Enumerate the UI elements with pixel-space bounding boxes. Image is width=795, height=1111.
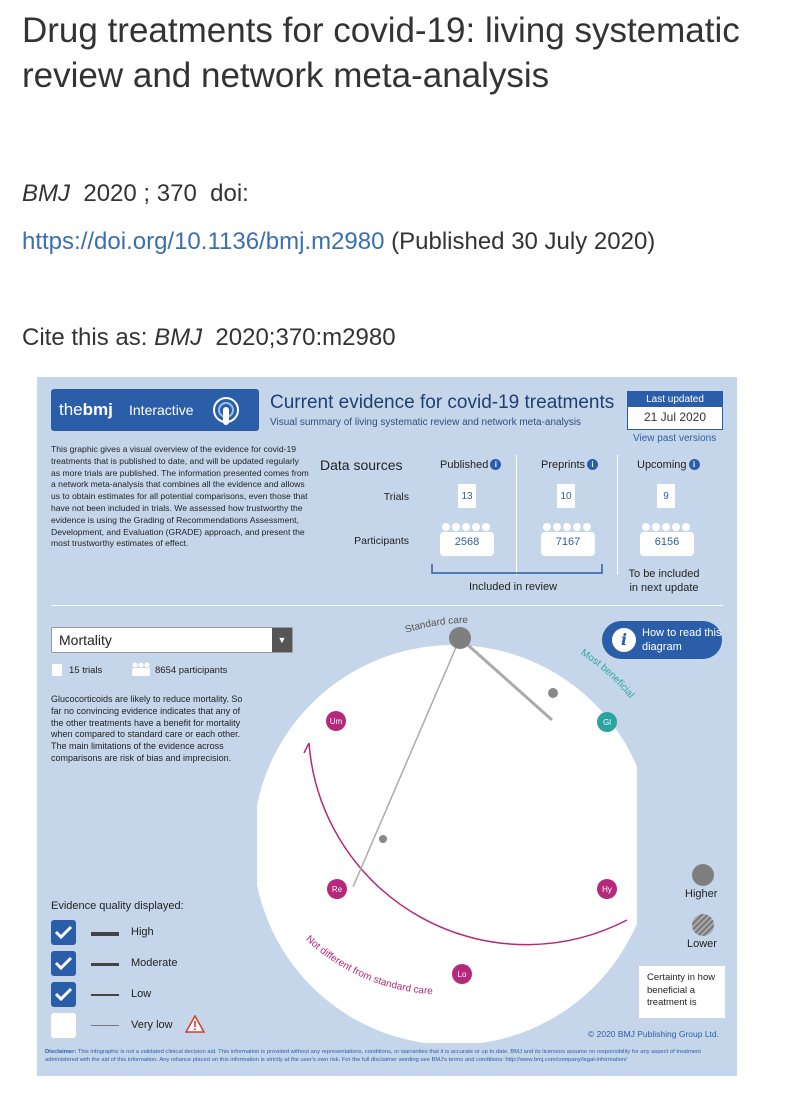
doi-label: doi:: [210, 180, 249, 207]
outcome-summary: Glucocorticoids are likely to reduce mortality. So far no convincing evidence indicates that any of the other treatments have a benefit for mortality when compared to standard care or each other. The main limitations of the evidence across comparisons are risk of bias and imprecision.: [51, 694, 243, 763]
column-divider: [516, 455, 517, 575]
certainty-legend-box: Certainty in how beneficial a treatment is: [639, 966, 725, 1018]
participants-stat: 8654 participants: [155, 665, 228, 676]
logo-interactive-text: Interactive: [129, 402, 194, 418]
cite-journal: BMJ: [154, 324, 203, 351]
chevron-down-icon[interactable]: ▼: [272, 628, 292, 652]
infographic-subtitle: Visual summary of living systematic review and network meta-analysis: [270, 417, 582, 428]
participants-icon: [131, 662, 151, 677]
line-style-moderate: [91, 963, 119, 966]
how-to-read-label: How to read this diagram: [642, 627, 722, 653]
logo-text: thebmj: [59, 400, 113, 419]
most-beneficial-label: Most beneficial: [578, 647, 637, 701]
node-label: Gl: [603, 718, 611, 727]
preprints-column-head: Preprints i: [541, 459, 598, 471]
last-updated-box: [627, 391, 723, 430]
cite-prefix: Cite this as:: [22, 324, 148, 351]
edge-midpoint: [548, 688, 558, 698]
higher-certainty-dot: [691, 863, 715, 887]
evidence-row-very-low[interactable]: [51, 1013, 251, 1039]
participants-row-label: Participants: [354, 535, 409, 547]
journal-name: BMJ: [22, 180, 70, 207]
line-style-low: [91, 994, 119, 996]
lower-certainty-dot: [691, 913, 715, 937]
included-bracket: [431, 563, 603, 577]
document-icon: [51, 663, 63, 677]
data-sources-label: Data sources: [320, 457, 403, 473]
node-label: Hy: [602, 885, 612, 894]
diagram-circle: [257, 645, 637, 1043]
how-to-read-button[interactable]: [602, 621, 722, 659]
node-label: Re: [331, 885, 343, 894]
intro-text: This graphic gives a visual overview of the evidence for covid-19 treatments that is published to date, and will be updated regularly as more trials are published. The information presented comes from a network meta-analysis that combines all the evidence and allows us to obtain estimates for all potential comparisons, even those that have not been included in trials. We assessed how trustworthy the evidence is using the Grading of Recommendations Assessment, Development, and Evaluation (GRADE) approach, and present the most trustworthy estimates of effect.: [51, 444, 309, 549]
infographic-title: Current evidence for covid-19 treatments: [270, 392, 615, 413]
higher-label: Higher: [685, 888, 718, 900]
moderate-checkbox[interactable]: [51, 951, 76, 976]
citation-line: [22, 178, 249, 210]
included-in-review-label: Included in review: [469, 581, 558, 593]
evidence-row-moderate[interactable]: [51, 951, 251, 977]
warning-icon: [185, 1015, 205, 1033]
upcoming-participants-count: 6156: [654, 536, 680, 548]
not-different-label: Not different from standard care: [303, 933, 434, 998]
touch-icon: [209, 395, 243, 427]
evidence-quality-title: Evidence quality displayed:: [51, 900, 184, 912]
doi-link[interactable]: https://doi.org/10.1136/bmj.m2980: [22, 228, 385, 255]
upcoming-trials-count: 9: [657, 484, 675, 508]
published-trials-count: 13: [458, 484, 476, 508]
node-label: Lo: [457, 970, 467, 979]
trials-row-label: Trials: [383, 491, 409, 503]
past-versions-link[interactable]: View past versions: [633, 433, 717, 444]
evidence-row-low[interactable]: [51, 982, 251, 1008]
outcome-select-value: Mortality: [59, 632, 112, 648]
check-icon: [54, 986, 73, 1003]
section-divider: [51, 605, 723, 606]
next-update-label: To be included in next update: [628, 568, 700, 594]
evidence-row-high[interactable]: [51, 920, 251, 946]
infographic-panel: [37, 377, 737, 1076]
bmj-interactive-logo[interactable]: [51, 389, 259, 431]
very-low-label: Very low: [131, 1019, 173, 1031]
low-label: Low: [131, 988, 152, 1000]
info-icon[interactable]: i: [587, 459, 598, 470]
copyright: © 2020 BMJ Publishing Group Ltd.: [588, 1029, 720, 1039]
node-label: Um: [329, 717, 343, 726]
doi-line: [22, 226, 782, 258]
citation-year: 2020: [83, 180, 137, 207]
page-title: Drug treatments for covid-19: living systematic review and network meta-analysis: [22, 11, 740, 95]
column-divider: [617, 455, 618, 575]
check-icon: [54, 955, 73, 972]
last-updated-date: 21 Jul 2020: [643, 410, 707, 424]
info-icon[interactable]: i: [689, 459, 700, 470]
high-checkbox[interactable]: [51, 920, 76, 945]
last-updated-label: Last updated: [628, 392, 722, 407]
lower-label: Lower: [687, 938, 717, 950]
citation-volume: ; 370: [143, 180, 197, 207]
line-style-very-low: [91, 1025, 119, 1026]
trials-stat: 15 trials: [69, 665, 103, 676]
preprints-trials-count: 10: [557, 484, 575, 508]
moderate-label: Moderate: [131, 957, 178, 969]
line-style-high: [91, 932, 119, 936]
high-label: High: [131, 926, 154, 938]
published-date: (Published 30 July 2020): [391, 228, 656, 255]
standard-care-label: Standard care: [403, 614, 469, 636]
info-icon[interactable]: i: [490, 459, 501, 470]
low-checkbox[interactable]: [51, 982, 76, 1007]
info-icon: i: [612, 628, 636, 652]
cite-ref: 2020;370:m2980: [215, 324, 396, 351]
very-low-checkbox[interactable]: [51, 1013, 76, 1038]
disclaimer: Disclaimer: This infographic is not a validated clinical decision aid. This information is provided without any representations, conditions, or warranties that it is accurate or up to date. BMJ and its licensors assume no responsibility for any aspect of treatment administered with the aid of this information. Any reliance placed on this information is strictly at the user's own risk. For the full disclaimer wording see BMJ's terms and conditions: http://www.bmj.com/company/legal-information/: [45, 1049, 701, 1063]
preprints-participants-count: 7167: [555, 536, 581, 548]
edge-midpoint: [379, 835, 387, 843]
upcoming-column-head: Upcoming i: [637, 459, 700, 471]
standard-care-node[interactable]: [449, 627, 471, 649]
published-column-head: Published i: [440, 459, 501, 471]
check-icon: [54, 924, 73, 941]
cite-line: [22, 322, 396, 354]
network-diagram: [257, 613, 637, 1043]
published-participants-count: 2568: [454, 536, 480, 548]
